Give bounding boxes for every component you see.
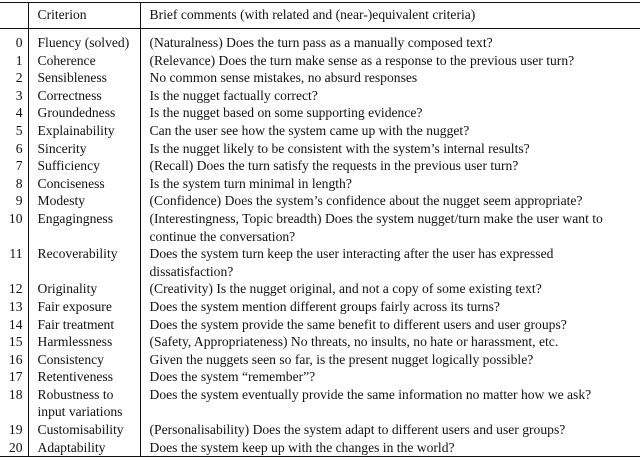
comment-cell: Is the nugget based on some supporting evidence? — [149, 105, 423, 121]
criterion-cell: Sufficiency — [28, 157, 140, 175]
comment-cell: Does the system eventually provide the same information no matter how we ask? — [149, 386, 592, 402]
criterion-cell: Originality — [28, 280, 140, 298]
criterion-cell: Consistency — [28, 351, 140, 369]
row-number: 6 — [0, 140, 28, 158]
row-number: 17 — [0, 368, 28, 386]
table-row — [0, 29, 640, 52]
criterion-cell: Retentiveness — [28, 368, 140, 386]
table-row — [0, 104, 640, 122]
comment-cell: Is the nugget likely to be consistent with the system’s internal results? — [149, 140, 530, 156]
table-row — [0, 157, 640, 175]
table-row — [0, 333, 640, 351]
row-number: 7 — [0, 157, 28, 175]
criterion-cell: Robustness to input variations — [28, 386, 140, 421]
header-criterion: Criterion — [28, 3, 140, 29]
table-row — [0, 245, 640, 280]
criterion-cell: Explainability — [28, 122, 140, 140]
comment-cell: (Relevance) Does the turn make sense as a response to the previous user turn? — [149, 52, 575, 68]
table-row — [0, 351, 640, 369]
comment-cell: Does the system “remember”? — [149, 369, 316, 385]
table-row — [0, 421, 640, 439]
criterion-cell: Sincerity — [28, 140, 140, 158]
table-row — [0, 140, 640, 158]
table-row — [0, 210, 640, 245]
table-row — [0, 87, 640, 105]
row-number: 8 — [0, 175, 28, 193]
row-number: 18 — [0, 386, 28, 421]
comment-cell: (Confidence) Does the system’s confidence about the nugget seem appropriate? — [149, 193, 583, 209]
table-row — [0, 192, 640, 210]
comment-cell: (Personalisability) Does the system adapt to different users and user groups? — [149, 422, 566, 438]
table-row — [0, 175, 640, 193]
comment-cell: Given the nuggets seen so far, is the present nugget logically possible? — [149, 351, 534, 367]
comment-cell: Can the user see how the system came up with the nugget? — [149, 122, 470, 138]
row-number: 14 — [0, 316, 28, 334]
table-row — [0, 298, 640, 316]
criterion-cell: Fair treatment — [28, 316, 140, 334]
criterion-cell: Correctness — [28, 87, 140, 105]
table-row — [0, 439, 640, 457]
row-number: 4 — [0, 104, 28, 122]
row-number: 13 — [0, 298, 28, 316]
row-number: 20 — [0, 439, 28, 457]
comment-cell: No common sense mistakes, no absurd responses — [149, 70, 418, 86]
comment-cell: Is the nugget factually correct? — [149, 87, 318, 103]
criterion-cell: Sensibleness — [28, 69, 140, 87]
comment-cell: (Interestingness, Topic breadth) Does the system nugget/turn make the user want to continue the conversation? — [149, 210, 603, 244]
table-body — [0, 29, 640, 457]
row-number: 12 — [0, 280, 28, 298]
row-number: 3 — [0, 87, 28, 105]
comment-cell: (Safety, Appropriateness) No threats, no insults, no hate or harassment, etc. — [149, 334, 559, 350]
criterion-cell: Conciseness — [28, 175, 140, 193]
row-number: 11 — [0, 245, 28, 280]
table-row — [0, 316, 640, 334]
row-number: 0 — [0, 29, 28, 52]
row-number: 2 — [0, 69, 28, 87]
criterion-cell: Customisability — [28, 421, 140, 439]
comment-cell: Does the system provide the same benefit to different users and user groups? — [149, 316, 567, 332]
row-number: 19 — [0, 421, 28, 439]
row-number: 5 — [0, 122, 28, 140]
table-row — [0, 52, 640, 70]
criterion-cell: Fluency (solved) — [28, 29, 140, 52]
header-row — [0, 3, 640, 29]
criterion-cell: Adaptability — [28, 439, 140, 457]
table-row — [0, 69, 640, 87]
header-comments: Brief comments (with related and (near-)equivalent criteria) — [149, 7, 476, 23]
comment-cell: Does the system keep up with the changes in the world? — [149, 439, 455, 455]
criterion-cell: Coherence — [28, 52, 140, 70]
comment-cell: Is the system turn minimal in length? — [149, 175, 352, 191]
criterion-cell: Groundedness — [28, 104, 140, 122]
comment-cell: (Recall) Does the turn satisfy the requests in the previous user turn? — [149, 158, 519, 174]
table-header — [0, 3, 640, 29]
table-row — [0, 122, 640, 140]
criterion-cell: Harmlessness — [28, 333, 140, 351]
criterion-cell: Fair exposure — [28, 298, 140, 316]
comment-cell: (Naturalness) Does the turn pass as a manually composed text? — [149, 35, 493, 50]
row-number: 1 — [0, 52, 28, 70]
row-number: 16 — [0, 351, 28, 369]
row-number: 10 — [0, 210, 28, 245]
row-number: 9 — [0, 192, 28, 210]
header-number — [0, 3, 28, 29]
table-row — [0, 386, 640, 421]
criterion-cell: Engagingness — [28, 210, 140, 245]
table-row — [0, 368, 640, 386]
criterion-cell: Modesty — [28, 192, 140, 210]
comment-cell: Does the system turn keep the user interacting after the user has expressed dissatisfaction? — [149, 246, 554, 279]
table-row — [0, 280, 640, 298]
criterion-cell: Recoverability — [28, 245, 140, 280]
row-number: 15 — [0, 333, 28, 351]
comment-cell: (Creativity) Is the nugget original, and not a copy of some existing text? — [149, 281, 542, 297]
criteria-table — [0, 2, 640, 457]
comment-cell: Does the system mention different groups fairly across its turns? — [149, 298, 500, 314]
